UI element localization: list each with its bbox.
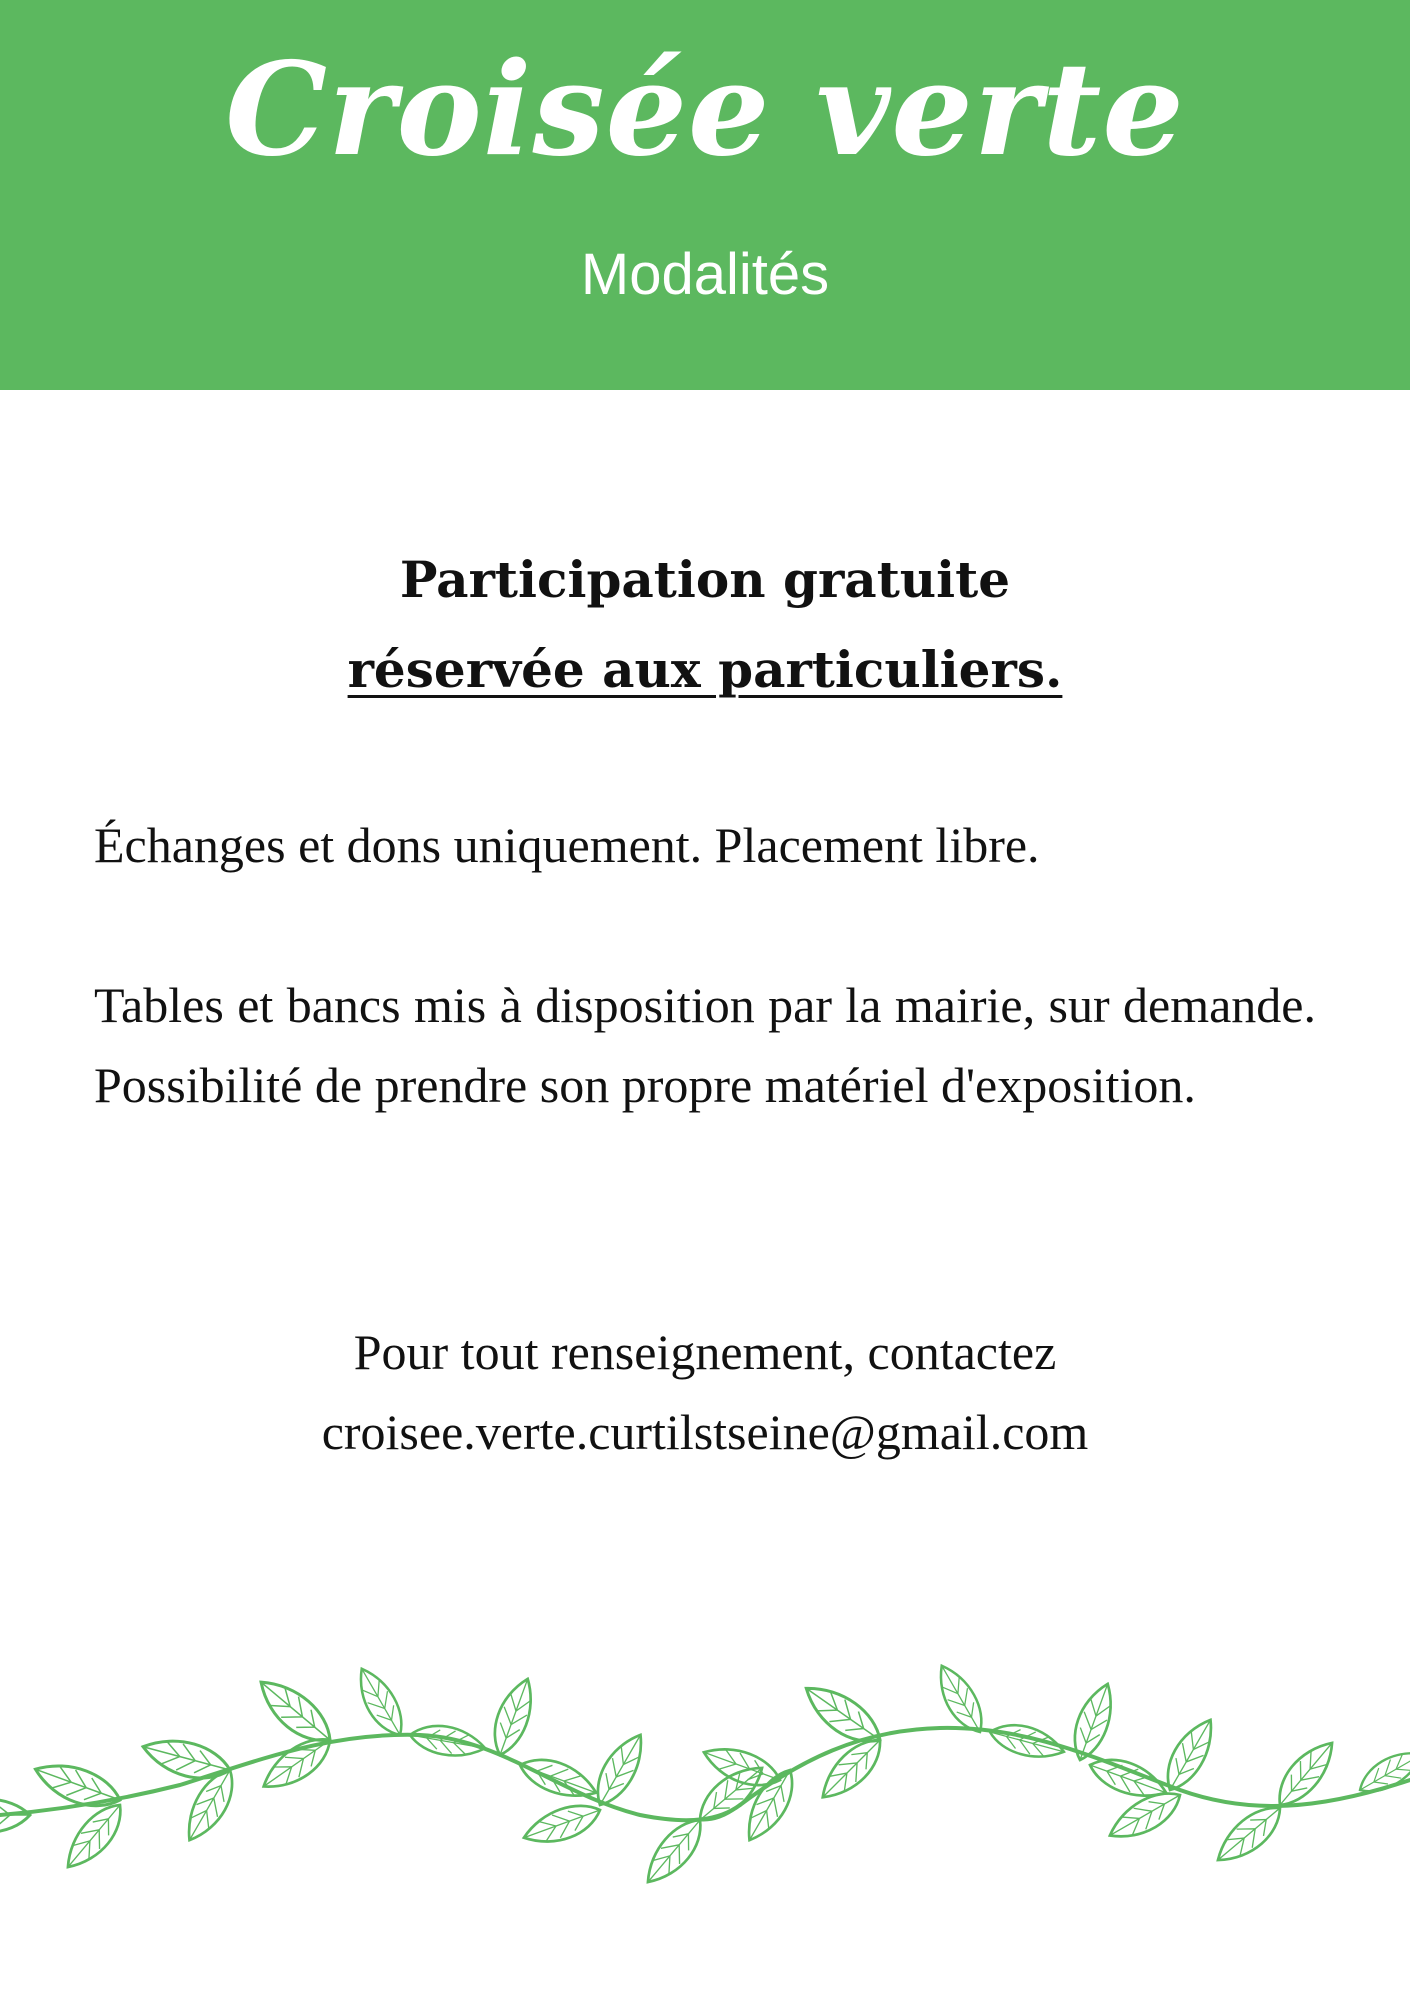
header-banner bbox=[0, 0, 1410, 390]
leaf-vine-icon bbox=[0, 1620, 1410, 1920]
contact-email: croisee.verte.curtilstseine@gmail.com bbox=[321, 1404, 1089, 1460]
headline-line-2: réservée aux particuliers. bbox=[347, 640, 1063, 699]
contact-block bbox=[0, 1312, 1410, 1472]
paragraph-tables: Tables et bancs mis à disposition par la mairie, sur demande. Possibilité de prendre son propre matériel d'exposition. bbox=[94, 977, 1316, 1113]
paragraph-exchanges: Échanges et dons uniquement. Placement libre. bbox=[94, 817, 1040, 873]
page-title: Croisée verte bbox=[225, 35, 1185, 185]
headline bbox=[0, 535, 1410, 715]
headline-line-1: Participation gratuite bbox=[399, 550, 1011, 609]
contact-text: Pour tout renseignement, contactez bbox=[353, 1324, 1057, 1380]
page-subtitle: Modalités bbox=[580, 242, 830, 307]
